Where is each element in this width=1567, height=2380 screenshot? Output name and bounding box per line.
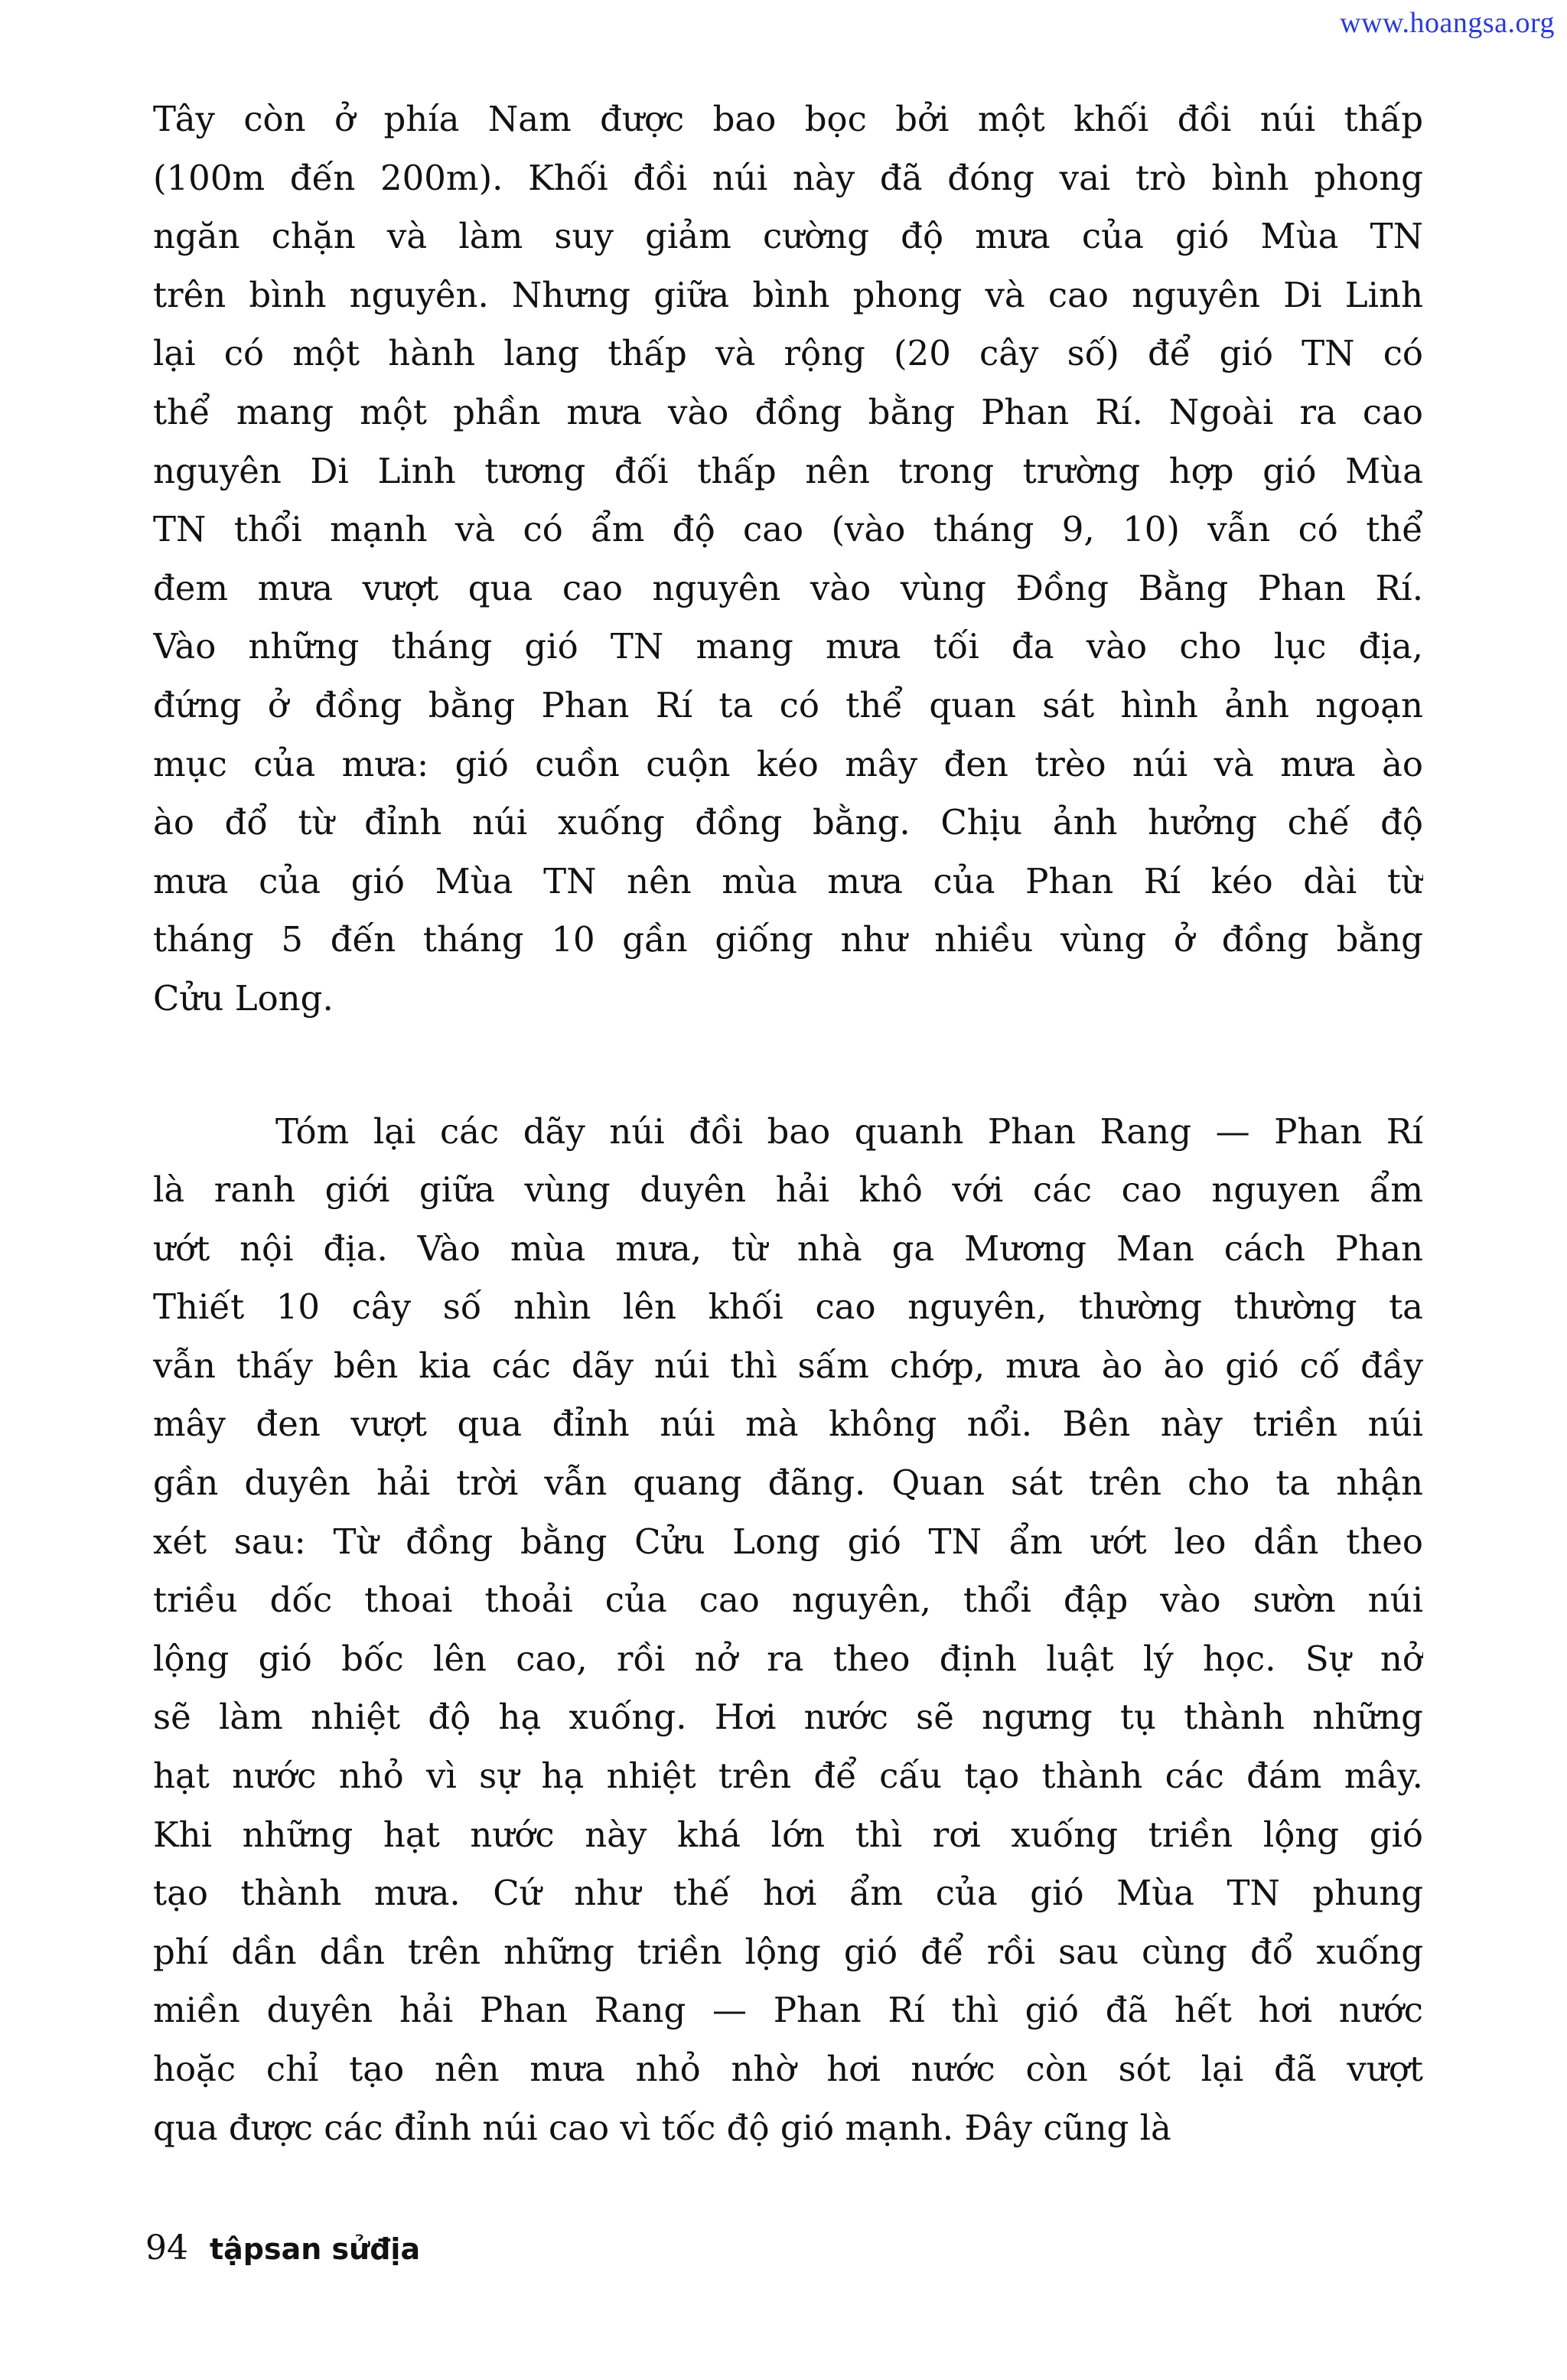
text-line: Cửu Long. xyxy=(153,977,334,1019)
paragraph-2 xyxy=(153,1103,1423,2158)
text-line: đứng ở đồng bằng Phan Rí ta có thể quan sát hình ảnh ngoạn xyxy=(153,684,1423,725)
page-body xyxy=(153,90,1423,2157)
text-line: Khi những hạt nước này khá lớn thì rơi xuống triền lộng gió xyxy=(153,1814,1423,1855)
text-line: sẽ làm nhiệt độ hạ xuống. Hơi nước sẽ ngưng tụ thành những xyxy=(153,1697,1423,1738)
text-line: gần duyên hải trời vẫn quang đãng. Quan sát trên cho ta nhận xyxy=(153,1462,1423,1504)
text-line: lộng gió bốc lên cao, rồi nở ra theo định luật lý học. Sự nở xyxy=(153,1638,1423,1679)
text-line: ào đổ từ đỉnh núi xuống đồng bằng. Chịu ảnh hưởng chế độ xyxy=(153,802,1423,843)
text-line: miền duyên hải Phan Rang — Phan Rí thì gió đã hết hơi nước xyxy=(153,1990,1423,2031)
text-line: mục của mưa: gió cuồn cuộn kéo mây đen trèo núi và mưa ào xyxy=(153,743,1423,784)
journal-title: tậpsan sửđịa xyxy=(210,2232,421,2266)
text-line: ướt nội địa. Vào mùa mưa, từ nhà ga Mương Man cách Phan xyxy=(153,1227,1423,1269)
paragraph-1 xyxy=(153,90,1423,1029)
text-line: xét sau: Từ đồng bằng Cửu Long gió TN ẩm ướt leo dần theo xyxy=(153,1521,1423,1562)
text-line: Tây còn ở phía Nam được bao bọc bởi một khối đồi núi thấp xyxy=(153,99,1423,139)
text-line: Tóm lại các dãy núi đồi bao quanh Phan Rang — Phan Rí xyxy=(275,1110,1423,1152)
watermark-url: www.hoangsa.org xyxy=(1340,7,1555,39)
text-line: ngăn chặn và làm suy giảm cường độ mưa của gió Mùa TN xyxy=(153,216,1423,257)
text-line: Vào những tháng gió TN mang mưa tối đa vào cho lục địa, xyxy=(153,626,1423,667)
text-line: tạo thành mưa. Cứ như thế hơi ẩm của gió Mùa TN phung xyxy=(153,1873,1423,1914)
text-line: trên bình nguyên. Nhưng giữa bình phong và cao nguyên Di Linh xyxy=(153,274,1423,315)
text-line: Thiết 10 cây số nhìn lên khối cao nguyên, thường thường ta xyxy=(153,1286,1423,1328)
text-line: là ranh giới giữa vùng duyên hải khô với các cao nguyen ẩm xyxy=(153,1169,1423,1211)
text-line: hoặc chỉ tạo nên mưa nhỏ nhờ hơi nước còn sót lại đã vượt xyxy=(153,2049,1423,2089)
text-line: qua được các đỉnh núi cao vì tốc độ gió mạnh. Đây cũng là xyxy=(153,2107,1171,2148)
text-line: TN thổi mạnh và có ẩm độ cao (vào tháng 9, 10) vẫn có thể xyxy=(153,509,1423,550)
text-line: đem mưa vượt qua cao nguyên vào vùng Đồng Bằng Phan Rí. xyxy=(153,567,1423,608)
text-line: vẫn thấy bên kia các dãy núi thì sấm chớp, mưa ào ào gió cố đầy xyxy=(153,1345,1423,1386)
page-number: 94 xyxy=(145,2228,188,2268)
paragraph-gap xyxy=(153,1029,1423,1103)
text-line: thể mang một phần mưa vào đồng bằng Phan Rí. Ngoài ra cao xyxy=(153,391,1423,432)
text-line: tháng 5 đến tháng 10 gần giống như nhiều vùng ở đồng bằng xyxy=(153,919,1423,960)
text-line: hạt nước nhỏ vì sự hạ nhiệt trên để cấu tạo thành các đám mây. xyxy=(153,1756,1423,1797)
text-line: lại có một hành lang thấp và rộng (20 cây số) để gió TN có xyxy=(153,333,1423,374)
text-line: triều dốc thoai thoải của cao nguyên, thổi đập vào sườn núi xyxy=(153,1580,1423,1621)
text-line: nguyên Di Linh tương đối thấp nên trong trường hợp gió Mùa xyxy=(153,450,1423,491)
text-line: (100m đến 200m). Khối đồi núi này đã đóng vai trò bình phong xyxy=(153,157,1423,198)
page-footer xyxy=(145,2228,420,2268)
text-line: phí dần dần trên những triền lộng gió để rồi sau cùng đổ xuống xyxy=(153,1931,1423,1972)
text-line: mây đen vượt qua đỉnh núi mà không nổi. Bên này triền núi xyxy=(153,1404,1423,1445)
text-line: mưa của gió Mùa TN nên mùa mưa của Phan Rí kéo dài từ xyxy=(153,860,1423,901)
